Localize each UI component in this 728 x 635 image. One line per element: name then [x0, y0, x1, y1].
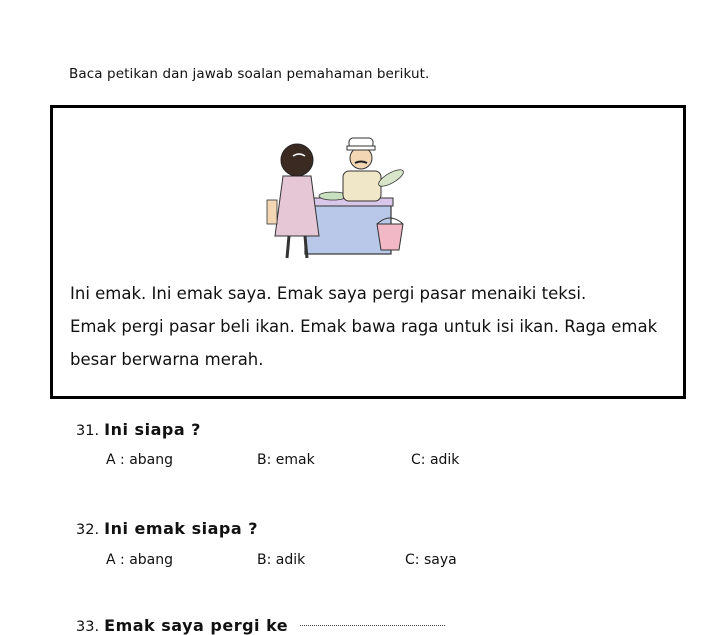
answer-blank-line [300, 625, 445, 626]
question-33 [76, 616, 288, 635]
question-number: 33. [76, 619, 100, 635]
option-c[interactable]: C: adik [411, 452, 460, 468]
passage-line-2: Emak pergi pasar beli ikan. Emak bawa raga untuk isi ikan. Raga emak [70, 317, 658, 336]
option-a[interactable]: A : abang [106, 452, 173, 468]
instruction-text: Baca petikan dan jawab soalan pemahaman berikut. [69, 66, 430, 82]
question-number: 32. [76, 522, 100, 538]
question-31 [76, 420, 201, 439]
question-text: Ini siapa ? [104, 420, 201, 439]
option-c[interactable]: C: saya [405, 552, 457, 568]
option-a[interactable]: A : abang [106, 552, 173, 568]
question-text: Emak saya pergi ke [104, 616, 289, 635]
question-number: 31. [76, 423, 100, 439]
passage-line-1: Ini emak. Ini emak saya. Emak saya pergi pasar menaiki teksi. [70, 284, 587, 303]
question-text: Ini emak siapa ? [104, 519, 258, 538]
option-b[interactable]: B: emak [257, 452, 315, 468]
passage-box [50, 105, 686, 399]
option-b[interactable]: B: adik [257, 552, 306, 568]
passage-line-3: besar berwarna merah. [70, 350, 264, 369]
market-illustration [253, 126, 423, 278]
question-32 [76, 519, 258, 538]
